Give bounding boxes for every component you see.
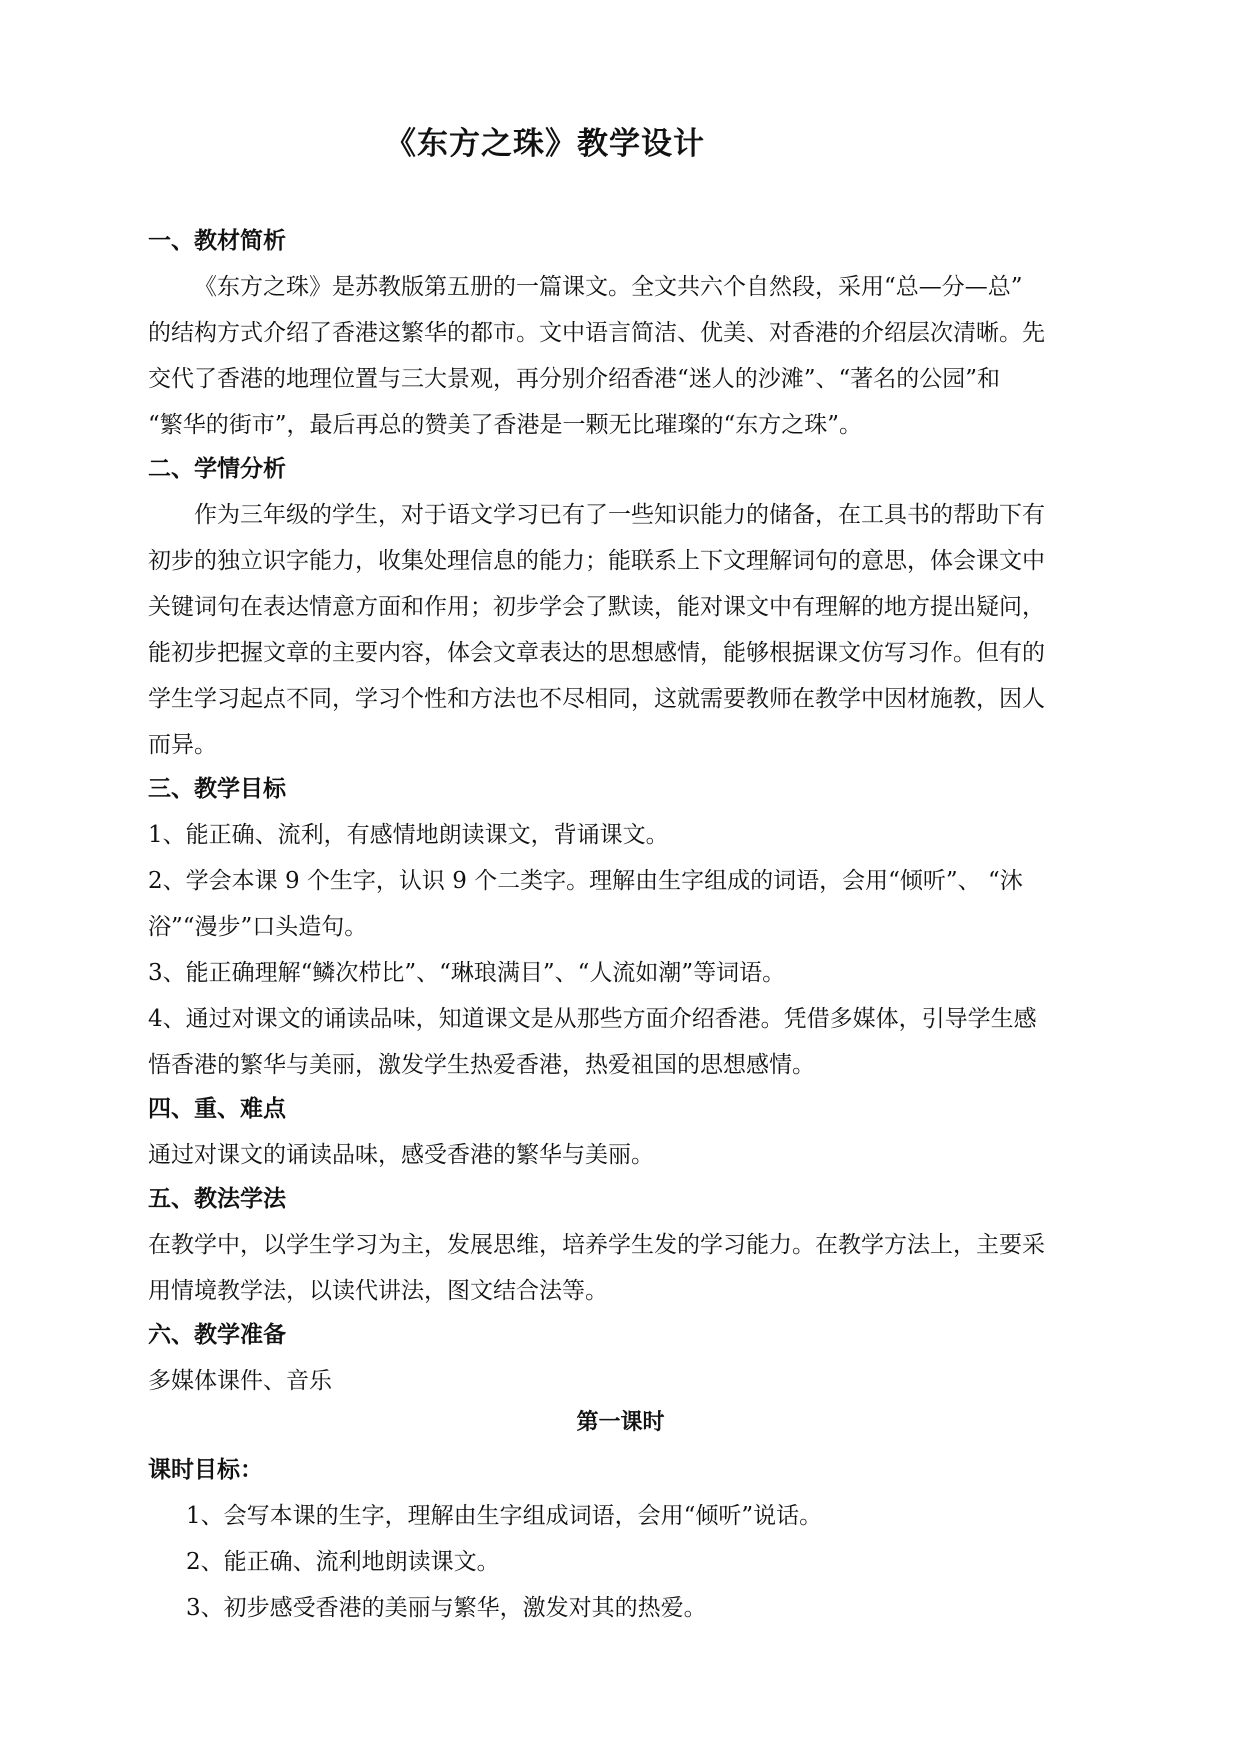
document-title: 《东方之珠》教学设计: [385, 126, 705, 162]
paragraph-line: 《东方之珠》是苏教版第五册的一篇课文。全文共六个自然段，采用“总—分—总”: [194, 274, 1023, 300]
paragraph-line: “繁华的街市”，最后再总的赞美了香港是一颗无比璀璨的“东方之珠”。: [148, 412, 863, 438]
goal-line: 悟香港的繁华与美丽，激发学生热爱香港，热爱祖国的思想感情。: [148, 1052, 815, 1078]
goal-line: 1、能正确、流利，有感情地朗读课文，背诵课文。: [148, 822, 669, 848]
paragraph-line: 而异。: [148, 732, 217, 758]
paragraph-line: 关键词句在表达情意方面和作用；初步学会了默读，能对课文中有理解的地方提出疑问，: [148, 594, 1045, 620]
paragraph-line: 在教学中，以学生学习为主，发展思维，培养学生发的学习能力。在教学方法上，主要采: [148, 1232, 1045, 1258]
goal-line: 4、通过对课文的诵读品味，知道课文是从那些方面介绍香港。凭借多媒体，引导学生感: [148, 1006, 1037, 1032]
section-heading-learner-analysis: 二、学情分析: [148, 456, 286, 482]
lesson-goal-line: 1、会写本课的生字，理解由生字组成词语，会用“倾听”说话。: [186, 1503, 823, 1529]
lesson-goal-line: 3、初步感受香港的美丽与繁华，激发对其的热爱。: [186, 1595, 707, 1621]
paragraph-line: 学生学习起点不同，学习个性和方法也不尽相同，这就需要教师在教学中因材施教，因人: [148, 686, 1045, 712]
lesson-goal-line: 2、能正确、流利地朗读课文。: [186, 1549, 500, 1575]
goal-line: 浴”“漫步”口头造句。: [148, 914, 368, 940]
section-heading-key-points: 四、重、难点: [148, 1096, 286, 1122]
paragraph-line: 能初步把握文章的主要内容，体会文章表达的思想感情，能够根据课文仿写习作。但有的: [148, 640, 1045, 666]
section-heading-teaching-goals: 三、教学目标: [148, 776, 286, 802]
paragraph-line: 用情境教学法，以读代讲法，图文结合法等。: [148, 1278, 608, 1304]
section-heading-methods: 五、教法学法: [148, 1186, 286, 1212]
paragraph-line: 作为三年级的学生，对于语文学习已有了一些知识能力的储备，在工具书的帮助下有: [194, 502, 1045, 528]
goal-line: 2、学会本课 9 个生字，认识 9 个二类字。理解由生字组成的词语，会用“倾听”、 “沐: [148, 868, 1023, 894]
lesson-title: 第一课时: [576, 1410, 665, 1435]
section-heading-textbook-analysis: 一、教材简析: [148, 228, 286, 254]
lesson-goals-heading: 课时目标：: [148, 1457, 263, 1483]
paragraph-line: 通过对课文的诵读品味，感受香港的繁华与美丽。: [148, 1142, 654, 1168]
paragraph-line: 多媒体课件、音乐: [148, 1368, 332, 1394]
paragraph-line: 初步的独立识字能力，收集处理信息的能力；能联系上下文理解词句的意思，体会课文中: [148, 548, 1045, 574]
goal-line: 3、能正确理解“鳞次栉比”、“琳琅满目”、“人流如潮”等词语。: [148, 960, 786, 986]
paragraph-line: 的结构方式介绍了香港这繁华的都市。文中语言简洁、优美、对香港的介绍层次清晰。先: [148, 320, 1045, 346]
paragraph-line: 交代了香港的地理位置与三大景观，再分别介绍香港“迷人的沙滩”、“著名的公园”和: [148, 366, 1001, 392]
section-heading-preparation: 六、教学准备: [148, 1322, 286, 1348]
